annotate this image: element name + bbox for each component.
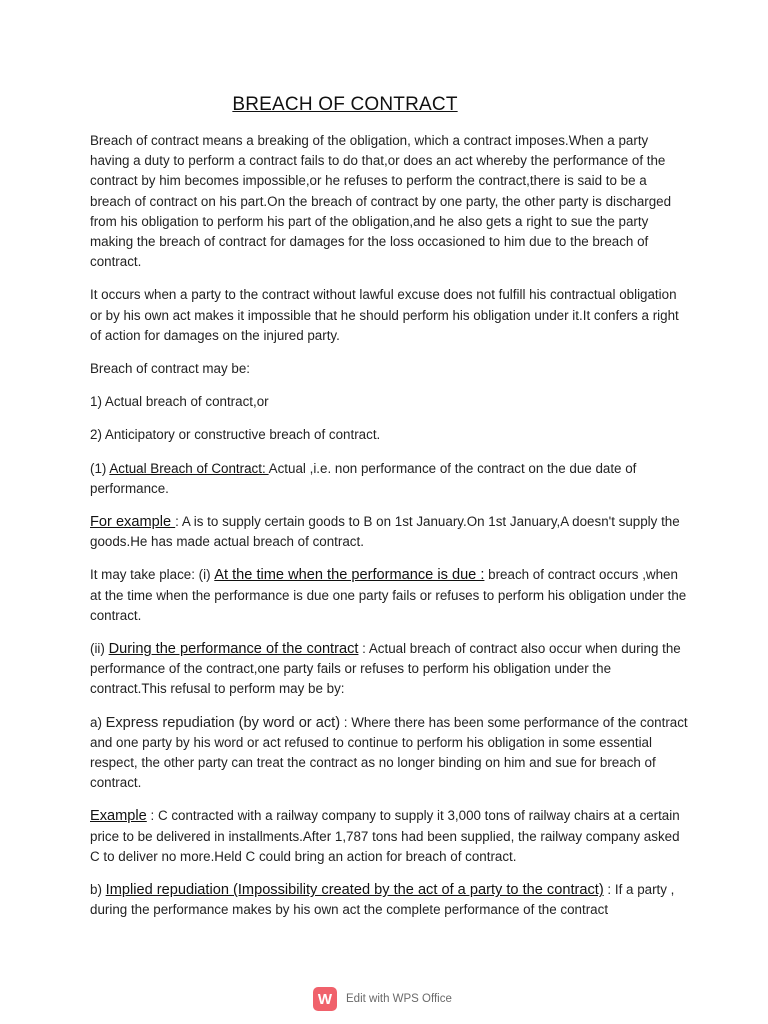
section-heading: During the performance of the contract [108, 641, 359, 658]
paragraph-occurrence: It occurs when a party to the contract without lawful excuse does not fulfill his contractual obligation or by his own act makes it impossible that he should perform his obligation under it.It confers a right of action for damages on the injured party. [90, 287, 679, 343]
section-heading: Implied repudiation (Impossibility created by the act of a party to the contract) [105, 882, 604, 899]
paragraph-text: : If a party , during the performance makes by his own act the complete performance of the contract [90, 882, 675, 918]
section-heading: At the time when the performance is due : [214, 567, 485, 584]
wps-edit-label: Edit with WPS Office [346, 993, 452, 1005]
paragraph-actual-breach [90, 459, 690, 499]
wps-logo-icon: W [313, 987, 337, 1011]
section-heading: Actual Breach of Contract: [109, 460, 269, 476]
paragraph-time-performance-due [90, 565, 690, 626]
paragraph-text: : A is to supply certain goods to B on 1st January.On 1st January,A doesn't supply the goods.He has made actual breach of contract. [90, 514, 680, 550]
paragraph-prefix: a) [90, 714, 106, 730]
paragraph-types-intro: Breach of contract may be: [90, 361, 251, 377]
wps-edit-footer[interactable] [313, 986, 452, 1012]
paragraph-prefix: (1) [90, 460, 110, 476]
paragraph-express-repudiation [90, 713, 690, 794]
paragraph-during-performance [90, 639, 690, 700]
paragraph-implied-repudiation [90, 880, 690, 920]
paragraph-text: : Actual breach of contract also occur when during the performance of the contract,one party fails or refuses to perform his obligation under the contract.This refusal to perform may be by: [90, 641, 681, 697]
section-heading: Express repudiation (by word or act) [105, 714, 341, 731]
document-body [90, 131, 690, 934]
paragraph-definition: Breach of contract means a breaking of the obligation, which a contract imposes.When a party having a duty to perform a contract fails to do that,or does an act whereby the performance of the contract by him becomes impossible,or he refuses to perform the contract,there is said to be a breach of contract on his part.On the breach of contract by one party, the other party is discharged from his obligation to perform his part of the obligation,and he also gets a right to sue the party making the breach of contract for damages for the loss occasioned to him due to the breach of contract. [90, 133, 672, 270]
section-heading: For example [90, 514, 176, 531]
paragraph-type-actual: 1) Actual breach of contract,or [90, 394, 269, 410]
paragraph-type-anticipatory: 2) Anticipatory or constructive breach of contract. [90, 427, 381, 443]
section-heading: Example [90, 808, 147, 825]
paragraph-text: : Where there has been some performance of the contract and one party by his word or act refused to continue to perform his obligation in some essential respect, the other party can treat the contract as no longer binding on him and sue for breach of contract. [90, 714, 688, 791]
paragraph-text: breach of contract occurs ,when at the time when the performance is due one party fails or refuses to perform his obligation under the contract. [90, 567, 687, 623]
paragraph-text: Actual ,i.e. non performance of the contract on the due date of performance. [90, 460, 637, 496]
paragraph-prefix: It may take place: (i) [90, 567, 215, 583]
paragraph-example-railway [90, 806, 690, 867]
paragraph-prefix: (ii) [90, 641, 109, 657]
paragraph-text: : C contracted with a railway company to supply it 3,000 tons of railway chairs at a certain price to be delivered in installments.After 1,787 tons had been supplied, the railway company asked C to deliver no more.Held C could bring an action for breach of contract. [90, 808, 680, 864]
paragraph-for-example [90, 512, 690, 552]
document-title: BREACH OF CONTRACT [232, 94, 458, 115]
paragraph-prefix: b) [90, 882, 106, 898]
